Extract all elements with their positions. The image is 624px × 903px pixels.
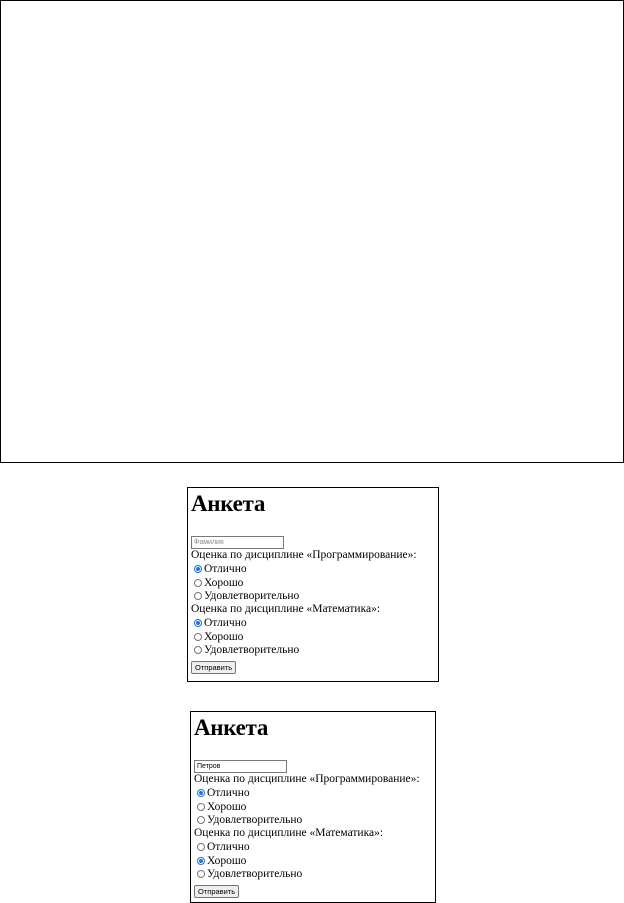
- radio-checked-icon[interactable]: [197, 857, 205, 865]
- option-label: Отлично: [207, 787, 250, 800]
- radio-unchecked-icon[interactable]: [197, 803, 205, 811]
- option-label: Хорошо: [204, 576, 244, 589]
- radio-option-good[interactable]: [191, 630, 438, 644]
- form-title: Анкета: [194, 715, 269, 740]
- surname-input[interactable]: [194, 760, 287, 773]
- option-label: Удовлетворительно: [204, 590, 300, 603]
- radio-option-excellent[interactable]: [194, 841, 435, 855]
- survey-form-empty: [187, 487, 439, 682]
- radio-option-satisfactory[interactable]: [191, 644, 438, 658]
- survey-form-filled: [190, 711, 436, 903]
- radio-option-satisfactory[interactable]: [191, 590, 438, 604]
- form-title: Анкета: [191, 491, 266, 516]
- surname-input[interactable]: [191, 536, 284, 549]
- radio-option-excellent[interactable]: [191, 563, 438, 577]
- question-programming-label: Оценка по дисциплине «Программирование»:: [194, 773, 420, 785]
- radio-option-good[interactable]: [191, 576, 438, 590]
- question-math-label: Оценка по дисциплине «Математика»:: [194, 827, 384, 839]
- option-label: Отлично: [204, 617, 247, 630]
- radio-unchecked-icon[interactable]: [197, 843, 205, 851]
- option-label: Хорошо: [204, 630, 244, 643]
- radio-checked-icon[interactable]: [197, 789, 205, 797]
- radio-option-good[interactable]: [194, 854, 435, 868]
- radio-option-good[interactable]: [194, 800, 435, 814]
- radio-unchecked-icon[interactable]: [194, 579, 202, 587]
- radio-option-satisfactory[interactable]: [194, 868, 435, 882]
- radio-unchecked-icon[interactable]: [197, 870, 205, 878]
- submit-button[interactable]: Отправить: [194, 885, 239, 898]
- radio-unchecked-icon[interactable]: [194, 646, 202, 654]
- radio-checked-icon[interactable]: [194, 619, 202, 627]
- option-label: Хорошо: [207, 854, 247, 867]
- submit-button[interactable]: Отправить: [191, 661, 236, 674]
- option-label: Удовлетворительно: [204, 644, 300, 657]
- option-label: Отлично: [207, 841, 250, 854]
- radio-unchecked-icon[interactable]: [194, 633, 202, 641]
- option-label: Хорошо: [207, 800, 247, 813]
- option-label: Отлично: [204, 563, 247, 576]
- radio-option-excellent[interactable]: [191, 617, 438, 631]
- question-programming-label: Оценка по дисциплине «Программирование»:: [191, 549, 417, 561]
- radio-option-excellent[interactable]: [194, 787, 435, 801]
- radio-option-satisfactory[interactable]: [194, 814, 435, 828]
- radio-unchecked-icon[interactable]: [194, 592, 202, 600]
- radio-unchecked-icon[interactable]: [197, 816, 205, 824]
- radio-checked-icon[interactable]: [194, 565, 202, 573]
- question-math-label: Оценка по дисциплине «Математика»:: [191, 603, 381, 615]
- option-label: Удовлетворительно: [207, 868, 303, 881]
- option-label: Удовлетворительно: [207, 814, 303, 827]
